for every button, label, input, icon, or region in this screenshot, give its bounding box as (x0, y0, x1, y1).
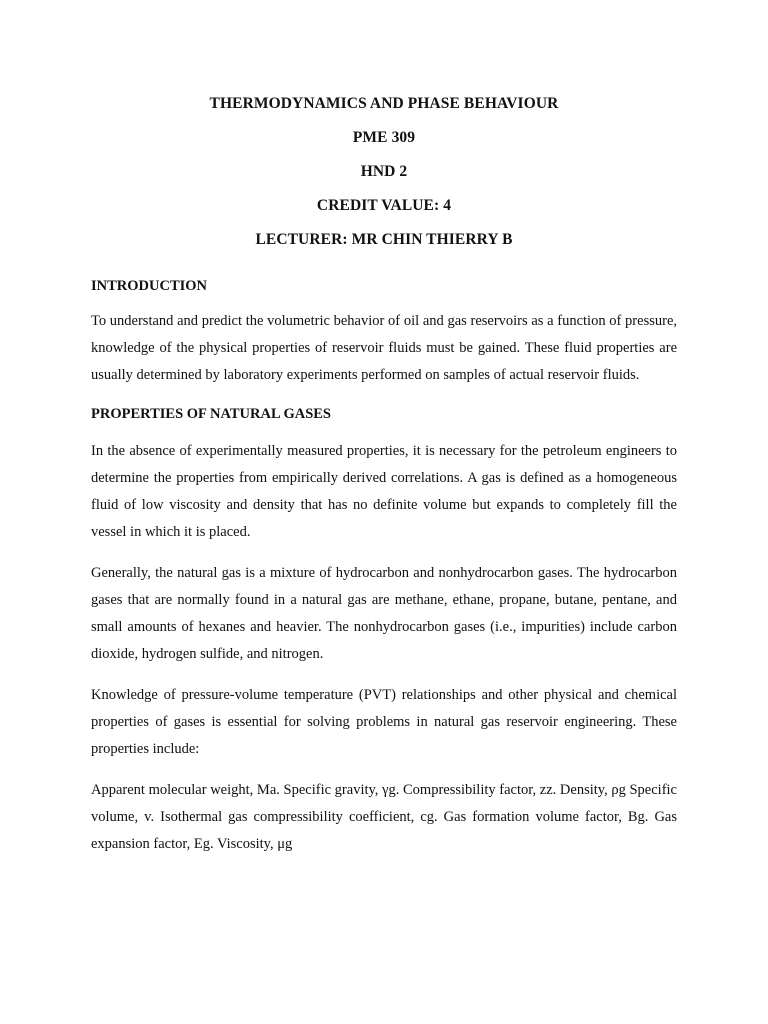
course-code: PME 309 (352, 129, 416, 146)
paragraph-composition: Generally, the natural gas is a mixture of hydrocarbon and nonhydrocarbon gases. The hydrocarbon gases that are normally found in a natural gas are methane, ethane, propane, butane, pentane, and small amounts of hexanes and heavier. The nonhydrocarbon gases (i.e., impurities) include carbon dioxide, hydrogen sulfide, and nitrogen. (91, 565, 677, 662)
paragraph-pvt: Knowledge of pressure-volume temperature (PVT) relationships and other physical and chemical properties of gases is essential for solving problems in natural gas reservoir engineering. These properties include: (91, 687, 677, 757)
paragraph-property-list: Apparent molecular weight, Ma. Specific gravity, γg. Compressibility factor, zz. Density, ρg Specific volume, v. Isothermal gas compressibility coefficient, cg. Gas formation volume factor, Bg. Gas expansion factor, Eg. Viscosity, μg (91, 782, 677, 852)
document-title: THERMODYNAMICS AND PHASE BEHAVIOUR (209, 95, 559, 112)
course-level: HND 2 (360, 163, 408, 180)
introduction-paragraph: To understand and predict the volumetric behavior of oil and gas reservoirs as a function of pressure, knowledge of the physical properties of reservoir fluids must be gained. These fluid properties are usually determined by laboratory experiments performed on samples of actual reservoir fluids. (91, 313, 677, 383)
credit-value: CREDIT VALUE: 4 (316, 197, 452, 214)
introduction-heading: INTRODUCTION (91, 278, 208, 294)
title-block (91, 0, 677, 251)
lecturer-name: LECTURER: MR CHIN THIERRY B (255, 231, 513, 248)
paragraph-correlations: In the absence of experimentally measured properties, it is necessary for the petroleum engineers to determine the properties from empirically derived correlations. A gas is defined as a homogeneous fluid of low viscosity and density that has no definite volume but expands to completely fill the vessel in which it is placed. (91, 443, 677, 540)
natural-gases-heading: PROPERTIES OF NATURAL GASES (91, 406, 331, 422)
